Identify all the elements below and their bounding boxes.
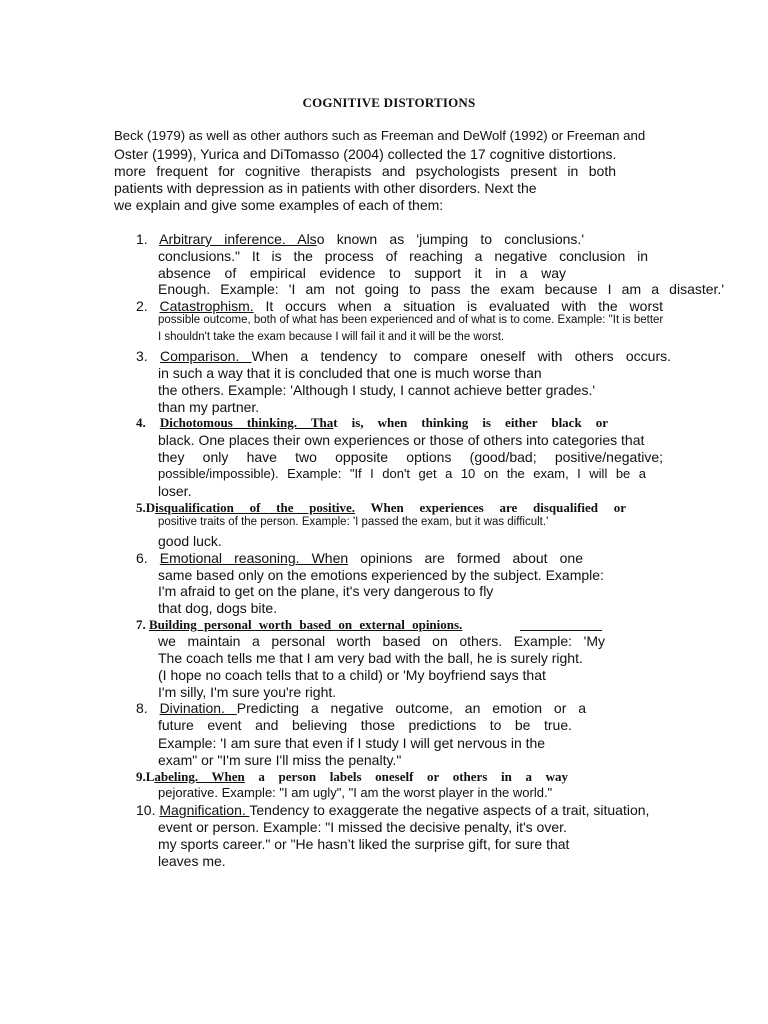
- item-term: Arbitrary inference. Als: [159, 231, 317, 247]
- intro-line-4: patients with depression as in patients with other disorders. Next the: [114, 180, 537, 196]
- item-number: 1.: [136, 231, 148, 247]
- list-item-line: in such a way that it is concluded that one is much worse than: [158, 365, 542, 381]
- list-item-line: future event and believing those predictions to be true.: [158, 717, 572, 733]
- item-rest: opinions are formed about one: [348, 550, 583, 566]
- intro-line-5: we explain and give some examples of each of them:: [114, 197, 444, 213]
- list-item-5-heading: [136, 500, 626, 516]
- item-number: 5.D: [136, 500, 156, 515]
- list-item-line: my sports career." or "He hasn’t liked the surprise gift, for sure that: [158, 836, 570, 852]
- item-number: 10.: [136, 802, 156, 818]
- item-term: Magnification.: [159, 802, 250, 818]
- item-term: Divination.: [159, 700, 237, 716]
- list-item-3-heading: [136, 348, 671, 364]
- item-number: 4.: [136, 415, 146, 430]
- item-term: Building personal worth based on external opinions.: [149, 617, 463, 632]
- item-number: 8.: [136, 700, 148, 716]
- intro-line-1: Beck (1979) as well as other authors such as Freeman and DeWolf (1992) or Freeman and: [114, 128, 646, 143]
- list-item-line: we maintain a personal worth based on others. Example: 'My: [158, 633, 605, 649]
- list-item-line: black. One places their own experiences or those of others into categories that: [158, 432, 645, 448]
- list-item-line: same based only on the emotions experienced by the subject. Example:: [158, 567, 604, 583]
- item-rest: When a tendency to compare oneself with others occurs.: [251, 348, 672, 364]
- list-item-7-heading: [136, 617, 462, 633]
- list-item-line: that dog, dogs bite.: [158, 600, 278, 616]
- item-term: Comparison.: [159, 348, 252, 364]
- heading-underline-extension: [520, 630, 602, 631]
- item-rest: Predicting a negative outcome, an emotion or a: [236, 700, 587, 716]
- list-item-6-heading: [136, 550, 583, 566]
- item-term: Dichotomous thinking. Tha: [159, 415, 334, 430]
- list-item-9-heading: [136, 769, 568, 785]
- item-rest: t is, when thinking is either black or: [333, 415, 609, 430]
- list-item-line: possible outcome, both of what has been experienced and of what is to come. Example: "It is better: [158, 314, 664, 326]
- list-item-line: leaves me.: [158, 853, 226, 869]
- list-item-line: conclusions." It is the process of reaching a negative conclusion in: [158, 248, 648, 264]
- list-item-line: loser.: [158, 483, 192, 499]
- item-number: 2.: [136, 298, 148, 314]
- list-item-line: I'm silly, I'm sure you're right.: [158, 684, 337, 700]
- list-item-line: possible/impossible). Example: "If I don't get a 10 on the exam, I will be a: [158, 466, 646, 481]
- list-item-line: I shouldn't take the exam because I will fail it and it will be the worst.: [158, 331, 505, 343]
- list-item-line: absence of empirical evidence to support it in a way: [158, 265, 566, 281]
- list-item-line: exam" or "I'm sure I'll miss the penalty.": [158, 752, 402, 768]
- list-item-1-heading: [136, 231, 584, 247]
- list-item-line: good luck.: [158, 533, 222, 549]
- document-title: COGNITIVE DISTORTIONS: [302, 95, 476, 110]
- list-item-8-heading: [136, 700, 586, 716]
- list-item-2-heading: [136, 298, 663, 314]
- list-item-line: pejorative. Example: "I am ugly", "I am the worst player in the world.": [158, 785, 553, 800]
- item-rest: Tendency to exaggerate the negative aspects of a trait, situation,: [249, 802, 650, 818]
- item-term: abeling. When: [154, 769, 245, 784]
- item-term: Catastrophism.: [159, 298, 254, 314]
- intro-line-2: Oster (1999), Yurica and DiTomasso (2004) collected the 17 cognitive distortions.: [114, 146, 617, 162]
- item-term: Emotional reasoning. When: [159, 550, 349, 566]
- list-item-line: event or person. Example: "I missed the decisive penalty, it's over.: [158, 819, 567, 835]
- list-item-line: they only have two opposite options (good/bad; positive/negative;: [158, 449, 663, 465]
- intro-line-3: more frequent for cognitive therapists and psychologists present in both: [114, 163, 616, 179]
- list-item-line: Example: 'I am sure that even if I study I will get nervous in the: [158, 735, 546, 751]
- list-item-line: Enough. Example: 'I am not going to pass the exam because I am a disaster.': [158, 281, 724, 297]
- item-rest: a person labels oneself or others in a way: [244, 769, 568, 784]
- list-item-line: the others. Example: 'Although I study, I cannot achieve better grades.': [158, 382, 596, 398]
- list-item-line: (I hope no coach tells that to a child) or 'My boyfriend says that: [158, 667, 546, 683]
- list-item-line: positive traits of the person. Example: 'I passed the exam, but it was difficult.': [158, 516, 549, 528]
- item-number: 6.: [136, 550, 148, 566]
- list-item-10-heading: [136, 802, 649, 818]
- item-number: 7.: [136, 617, 146, 632]
- list-item-4-heading: [136, 415, 608, 431]
- item-rest: o known as 'jumping to conclusions.': [316, 231, 584, 247]
- item-number: 3.: [136, 348, 148, 364]
- item-number: 9.L: [136, 769, 155, 784]
- list-item-line: than my partner.: [158, 399, 260, 415]
- item-rest: When experiences are disqualified or: [355, 500, 626, 515]
- list-item-line: I'm afraid to get on the plane, it's very dangerous to fly: [158, 583, 494, 599]
- item-term: isqualification of the positive.: [155, 500, 356, 515]
- item-rest: It occurs when a situation is evaluated with the worst: [253, 298, 663, 314]
- list-item-line: The coach tells me that I am very bad with the ball, he is surely right.: [158, 650, 583, 666]
